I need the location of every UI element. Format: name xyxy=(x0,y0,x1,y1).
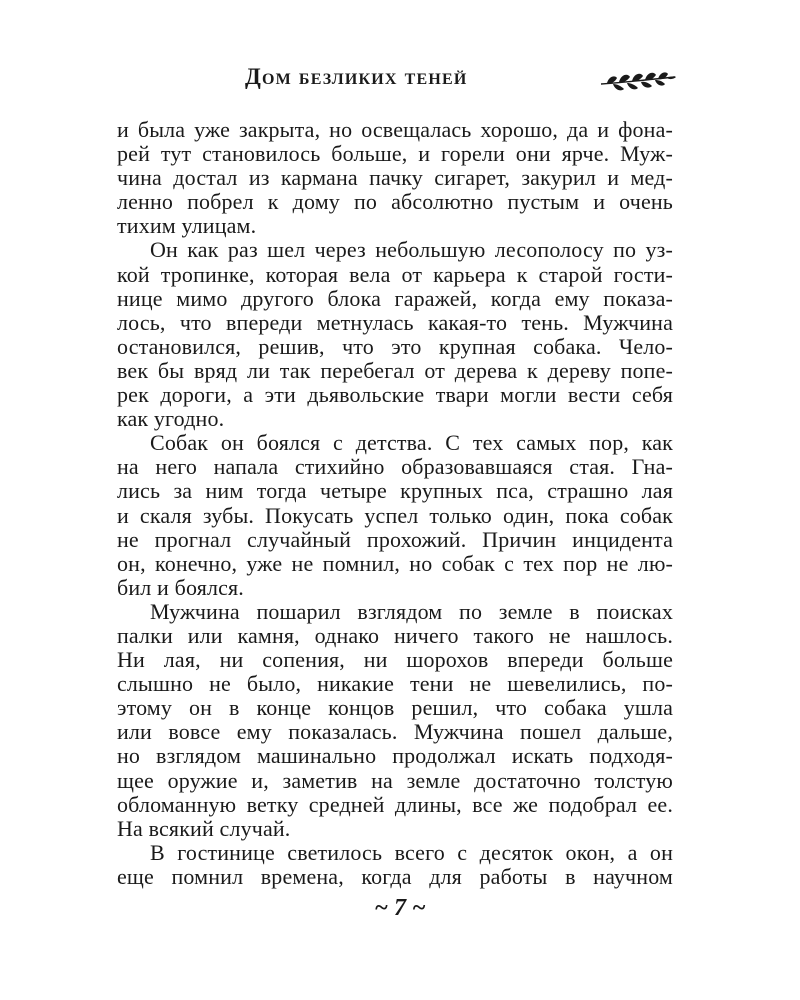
text-line: кой тропинке, которая вела от карьера к старой гости- xyxy=(117,261,673,287)
text-line: как угодно. xyxy=(117,406,225,432)
leaf-branch-icon xyxy=(599,68,677,94)
text-line: тихим улицам. xyxy=(117,213,257,239)
text-line: обломанную ветку средней длины, все же подобрал ее. xyxy=(117,791,673,817)
text-line: и была уже закрыта, но освещалась хорошо, да и фона- xyxy=(117,117,673,142)
text-line: бил и боялся. xyxy=(117,574,244,600)
text-line: он, конечно, уже не помнил, но собак с тех пор не лю- xyxy=(117,550,673,576)
text-line: ленно побрел к дому по абсолютно пустым и очень xyxy=(117,189,673,215)
text-line: или вовсе ему показалась. Мужчина пошел дальше, xyxy=(117,719,673,745)
text-line: лись за ним тогда четыре крупных пса, страшно лая xyxy=(117,478,673,504)
running-header xyxy=(117,62,677,102)
text-line: Собак он боялся с детства. С тех самых пор, как xyxy=(150,430,673,456)
text-line: слышно не было, никакие тени не шевелились, по- xyxy=(117,671,673,697)
page-number: ~ 7 ~ xyxy=(374,895,426,921)
text-line: щее оружие и, заметив на земле достаточно толстую xyxy=(117,767,673,793)
text-line: палки или камня, однако ничего такого не нашлось. xyxy=(117,622,673,648)
book-title: Дом безликих теней xyxy=(245,64,468,89)
text-line: Ни лая, ни сопения, ни шорохов впереди больше xyxy=(117,647,673,673)
text-line: остановился, решив, что это крупная собака. Чело- xyxy=(117,333,673,359)
text-line: и скаля зубы. Покусать успел только один, пока собак xyxy=(117,502,673,528)
text-line: но взглядом машинально продолжал искать подходя- xyxy=(117,743,673,769)
text-line: чина достал из кармана пачку сигарет, закурил и мед- xyxy=(117,165,673,191)
text-line: этому он в конце концов решил, что собака ушла xyxy=(117,695,673,721)
text-line: В гостинице светилось всего с десяток окон, а он xyxy=(150,839,673,865)
text-line: не прогнал случайный прохожий. Причин инцидента xyxy=(117,526,673,552)
text-line: рей тут становилось больше, и горели они ярче. Муж- xyxy=(117,141,673,167)
text-line: нице мимо другого блока гаражей, когда ему показа- xyxy=(117,285,673,311)
text-line: лось, что впереди метнулась какая-то тень. Мужчина xyxy=(117,309,673,335)
text-line: еще помнил времена, когда для работы в научном xyxy=(117,863,673,889)
text-line: на него напала стихийно образовавшаяся стая. Гна- xyxy=(117,454,673,480)
body-text xyxy=(117,118,673,889)
text-line: век бы вряд ли так перебегал от дерева к дереву попе- xyxy=(117,357,673,383)
text-line: рек дороги, а эти дьявольские твари могли вести себя xyxy=(117,382,673,408)
text-line: Мужчина пошарил взглядом по земле в поисках xyxy=(150,598,673,624)
text-line: Он как раз шел через небольшую лесополосу по уз- xyxy=(150,237,673,263)
text-line: На всякий случай. xyxy=(117,815,291,841)
